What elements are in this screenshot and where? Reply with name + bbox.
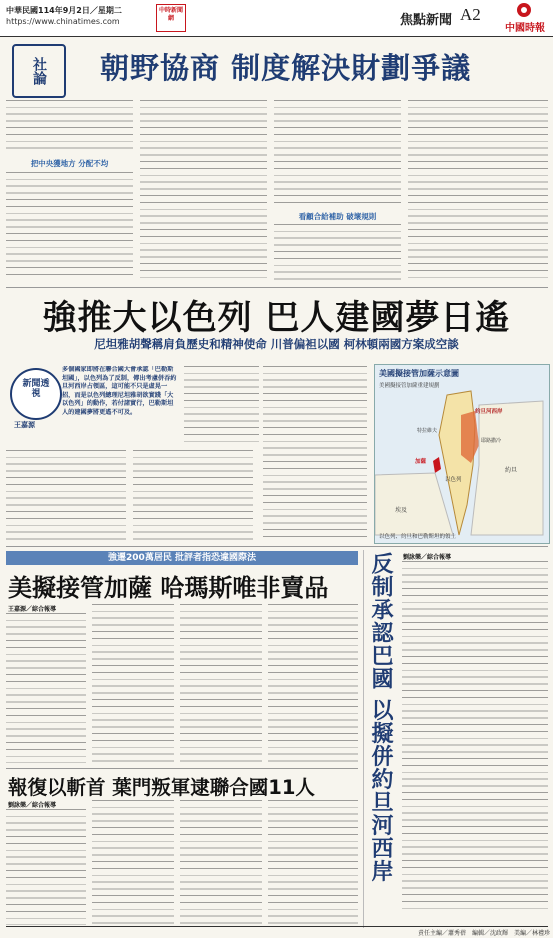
editorial-kicker-text: 社論 [31, 57, 47, 85]
map-box [374, 364, 550, 544]
divider-1 [6, 287, 548, 288]
editorial-kicker [12, 44, 66, 98]
story3-body-col3 [180, 604, 262, 764]
masthead-url[interactable]: https://www.chinatimes.com [6, 17, 120, 26]
map-label-jerusalem: 耶路撒冷 [481, 438, 502, 444]
story3-banner [6, 551, 358, 565]
story3-byline: 王嘉源／綜合報導 [8, 606, 57, 613]
masthead [0, 0, 553, 37]
map-label-israel: 以色列 [445, 477, 462, 483]
divider-2 [6, 546, 548, 547]
editorial-body-col3b [274, 224, 401, 282]
map-gaza-shape [433, 457, 441, 473]
story5-headline: 反制承認巴國 以擬併約旦河西岸 [368, 552, 393, 883]
masthead-date: 中華民國114年9月2日／星期二 [6, 6, 122, 15]
story2-body-col1 [6, 450, 126, 542]
masthead-small-logo-text: 中時新聞網 [158, 7, 183, 22]
story2-body-col4 [263, 366, 367, 542]
page-number: A2 [460, 5, 481, 24]
story2-body-col3 [184, 366, 259, 446]
story2-subhead: 尼坦雅胡聲稱肩負歷史和精神使命 川普偏袒以國 柯林頓兩國方案成空談 [94, 337, 459, 351]
map-label-jordan: 約旦 [505, 467, 518, 474]
map-label-gaza: 加薩 [415, 459, 427, 465]
editorial-body-col2 [140, 100, 267, 282]
analysis-badge-label: 新聞透視 [22, 379, 50, 399]
story3-body-col1 [6, 613, 86, 763]
story5-body [402, 561, 548, 913]
story4-byline: 劉詠樂／綜合報導 [8, 802, 57, 809]
story5-byline: 劉詠樂／綜合報導 [403, 554, 452, 561]
story3-body-col4 [268, 604, 358, 764]
map-west-bank-shape [461, 411, 479, 463]
editorial-body-col1b [6, 172, 133, 280]
analysis-badge [10, 368, 62, 420]
map-egypt-shape [375, 473, 453, 535]
map-graphic [375, 365, 549, 543]
story3-body-col2 [92, 604, 174, 764]
editorial-subhead-2: 看顧合給補助 破壞規則 [298, 212, 377, 221]
story4-body-col1 [6, 809, 86, 925]
story2-body-col2 [133, 450, 253, 542]
map-label-tel-aviv: 特拉維夫 [417, 428, 438, 434]
analysis-blurb: 多個國家即將在聯合國大會承認「巴勒斯坦國」，以色列為了反制，傳出考慮併吞約旦河西岸占領區，這可能不只是虛晃一招，而是以色列總理尼坦雅胡欲實踐「大以色列」的動作，若付諸實行，巴勒斯坦人的建國夢將更遙不可及。 [62, 366, 177, 416]
map-caption: 以色列、約旦和巴勒斯坦的領土 [379, 534, 457, 540]
editorial-body-col3 [274, 100, 401, 205]
brand-logo-text: 中國時報 [505, 23, 545, 34]
masthead-small-logo [156, 4, 186, 32]
editorial-headline: 朝野協商 制度解決財劃爭議 [100, 51, 472, 85]
divider-3 [6, 768, 358, 769]
map-title: 美國擬接管加薩示意圖 [379, 369, 459, 378]
story4-body-col3 [180, 800, 262, 925]
divider-vertical [363, 550, 364, 928]
editorial-body-col4 [408, 100, 548, 282]
analysis-author: 王嘉源 [14, 421, 35, 429]
footer-credits: 責任主編／蕭秀蓓 編輯／沈政輝 美編／林禮珍 [417, 930, 550, 937]
editorial-body-col1 [6, 100, 133, 152]
brand-logo [500, 2, 550, 34]
map-note-1: 美國擬接管加薩重建規劃 [379, 383, 440, 389]
map-label-west-bank: 約旦河西岸 [475, 409, 503, 415]
section-name: 焦點新聞 [400, 13, 453, 28]
editorial-subhead-1: 把中央獲地方 分配不均 [30, 159, 109, 168]
story3-banner-text: 強遷200萬居民 批評者指恐違國際法 [108, 553, 256, 563]
brand-logo-icon [513, 2, 535, 18]
story4-headline: 報復以斬首 葉門叛軍逮聯合國11人 [8, 776, 315, 799]
map-label-egypt: 埃及 [395, 507, 408, 514]
story2-headline: 強推大以色列 巴人建國夢日遙 [42, 298, 511, 338]
story3-headline: 美擬接管加薩 哈瑪斯唯非賣品 [8, 574, 329, 602]
footer-rule [6, 926, 548, 927]
story4-body-col4 [268, 800, 358, 925]
story4-body-col2 [92, 800, 174, 925]
